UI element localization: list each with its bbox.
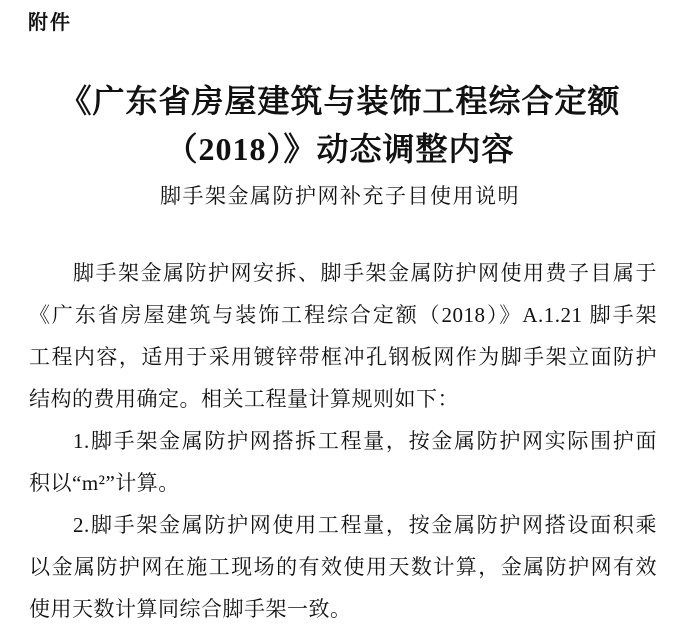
body-line: 工程内容，适用于采用镀锌带框冲孔钢板网作为脚手架立面防护 (29, 345, 657, 369)
body-line: 《广东省房屋建筑与装饰工程综合定额（2018）》A.1.21 脚手架 (29, 303, 657, 327)
document-subtitle: 脚手架金属防护网补充子目使用说明 (160, 184, 520, 208)
document-title-line1: 《广东省房屋建筑与装饰工程综合定额 (59, 83, 621, 119)
document-title (0, 77, 680, 173)
body-line: 2.脚手架金属防护网使用工程量，按金属防护网搭设面积乘 (73, 513, 657, 537)
body-line: 1.脚手架金属防护网搭拆工程量，按金属防护网实际围护面 (73, 429, 657, 453)
body-line: 使用天数计算同综合脚手架一致。 (29, 597, 352, 621)
body-line: 结构的费用确定。相关工程量计算规则如下： (29, 387, 459, 411)
body-line: 积以“m²”计算。 (29, 471, 180, 495)
document-title-line2: （2018）》动态调整内容 (165, 131, 515, 167)
body-text (29, 252, 657, 625)
body-line: 以金属防护网在施工现场的有效使用天数计算，金属防护网有效 (29, 555, 657, 579)
attachment-label: 附件 (28, 12, 72, 34)
body-line: 脚手架金属防护网安拆、脚手架金属防护网使用费子目属于 (73, 261, 657, 285)
